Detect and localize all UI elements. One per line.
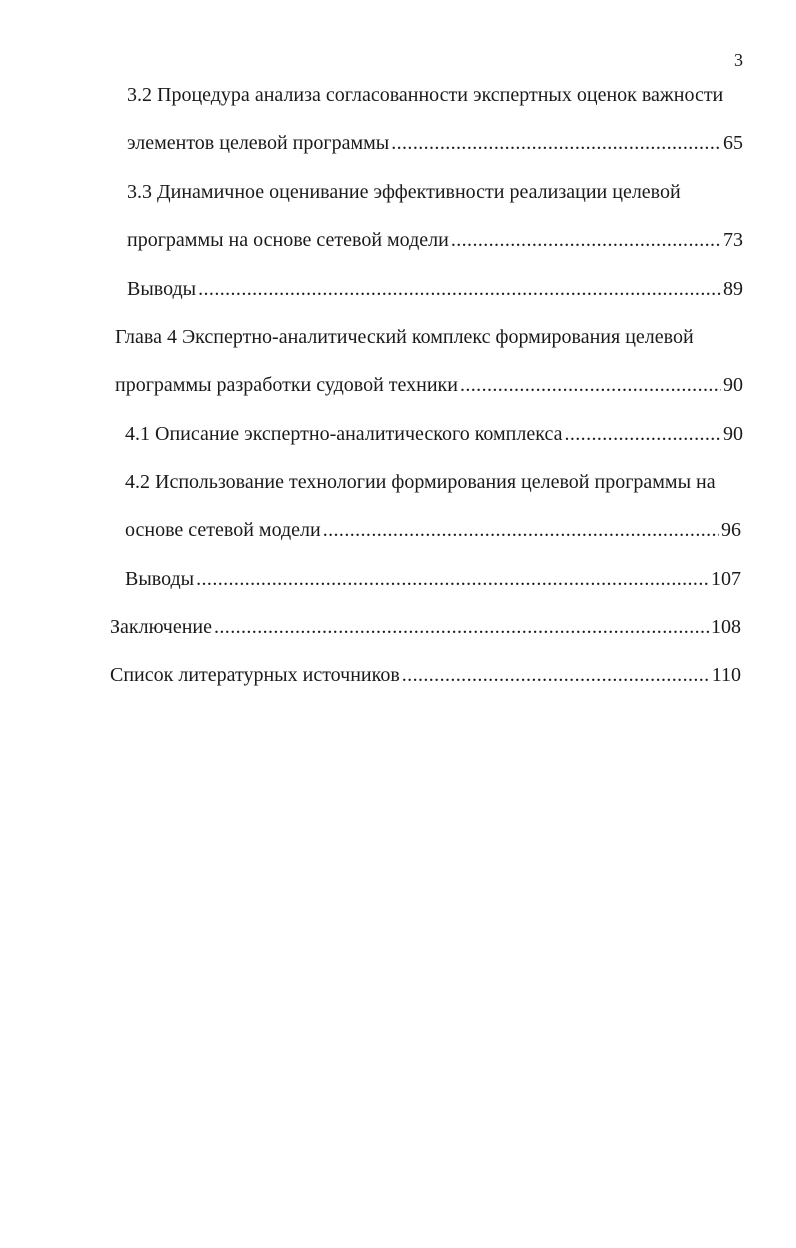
dot-leader [196,567,709,591]
toc-entry-text: 4.1 Описание экспертно-аналитического комплекса [125,423,563,445]
toc-entry-text: 3.2 Процедура анализа согласованности экспертных оценок важности [127,84,724,106]
toc-entry-text: Глава 4 Экспертно-аналитический комплекс формирования целевой [115,326,694,348]
toc-entry-4-2-line2 [125,518,741,542]
toc-entry-text: Выводы [125,568,195,590]
toc-entry-3-2-line2 [127,131,743,155]
toc-entry-4-1 [125,422,743,446]
toc-entry-page: 90 [723,374,743,396]
toc-entry-page: 65 [723,132,743,154]
toc-entry-chapter4-line1 [115,325,694,349]
toc-entry-page: 73 [723,229,743,251]
toc-entry-text: основе сетевой модели [125,519,321,541]
dot-leader [460,373,721,397]
toc-entry-text: 3.3 Динамичное оценивание эффективности реализации целевой [127,181,681,203]
dot-leader [198,277,721,301]
dot-leader [451,228,721,252]
page-number: 3 [734,50,743,70]
dot-leader [214,615,709,639]
toc-entry-page: 108 [711,616,741,638]
toc-entry-text: 4.2 Использование технологии формирования целевой программы на [125,471,716,493]
toc-entry-ch3-conclusions [127,277,743,301]
toc-entry-3-3-line1 [127,180,681,204]
toc-entry-text: Выводы [127,278,197,300]
toc-entry-3-3-line2 [127,228,743,252]
toc-entry-text: элементов целевой программы [127,132,390,154]
dot-leader [402,663,710,687]
toc-entry-chapter4-line2 [115,373,743,397]
dot-leader [391,131,721,155]
toc-entry-3-2-line1 [127,83,723,107]
toc-entry-page: 96 [721,519,741,541]
toc-entry-page: 107 [711,568,741,590]
toc-entry-page: 90 [723,423,743,445]
dot-leader [323,518,719,542]
dot-leader [564,422,721,446]
toc-entry-conclusion [110,615,741,639]
toc-entry-4-2-line1 [125,470,716,494]
toc-entry-references [110,663,741,687]
toc-entry-page: 110 [711,664,741,686]
toc-entry-text: Заключение [110,616,212,638]
toc-entry-text: программы разработки судовой техники [115,374,458,396]
toc-entry-text: Список литературных источников [110,664,400,686]
toc-entry-ch4-conclusions [125,567,741,591]
toc-entry-text: программы на основе сетевой модели [127,229,449,251]
toc-entry-page: 89 [723,278,743,300]
